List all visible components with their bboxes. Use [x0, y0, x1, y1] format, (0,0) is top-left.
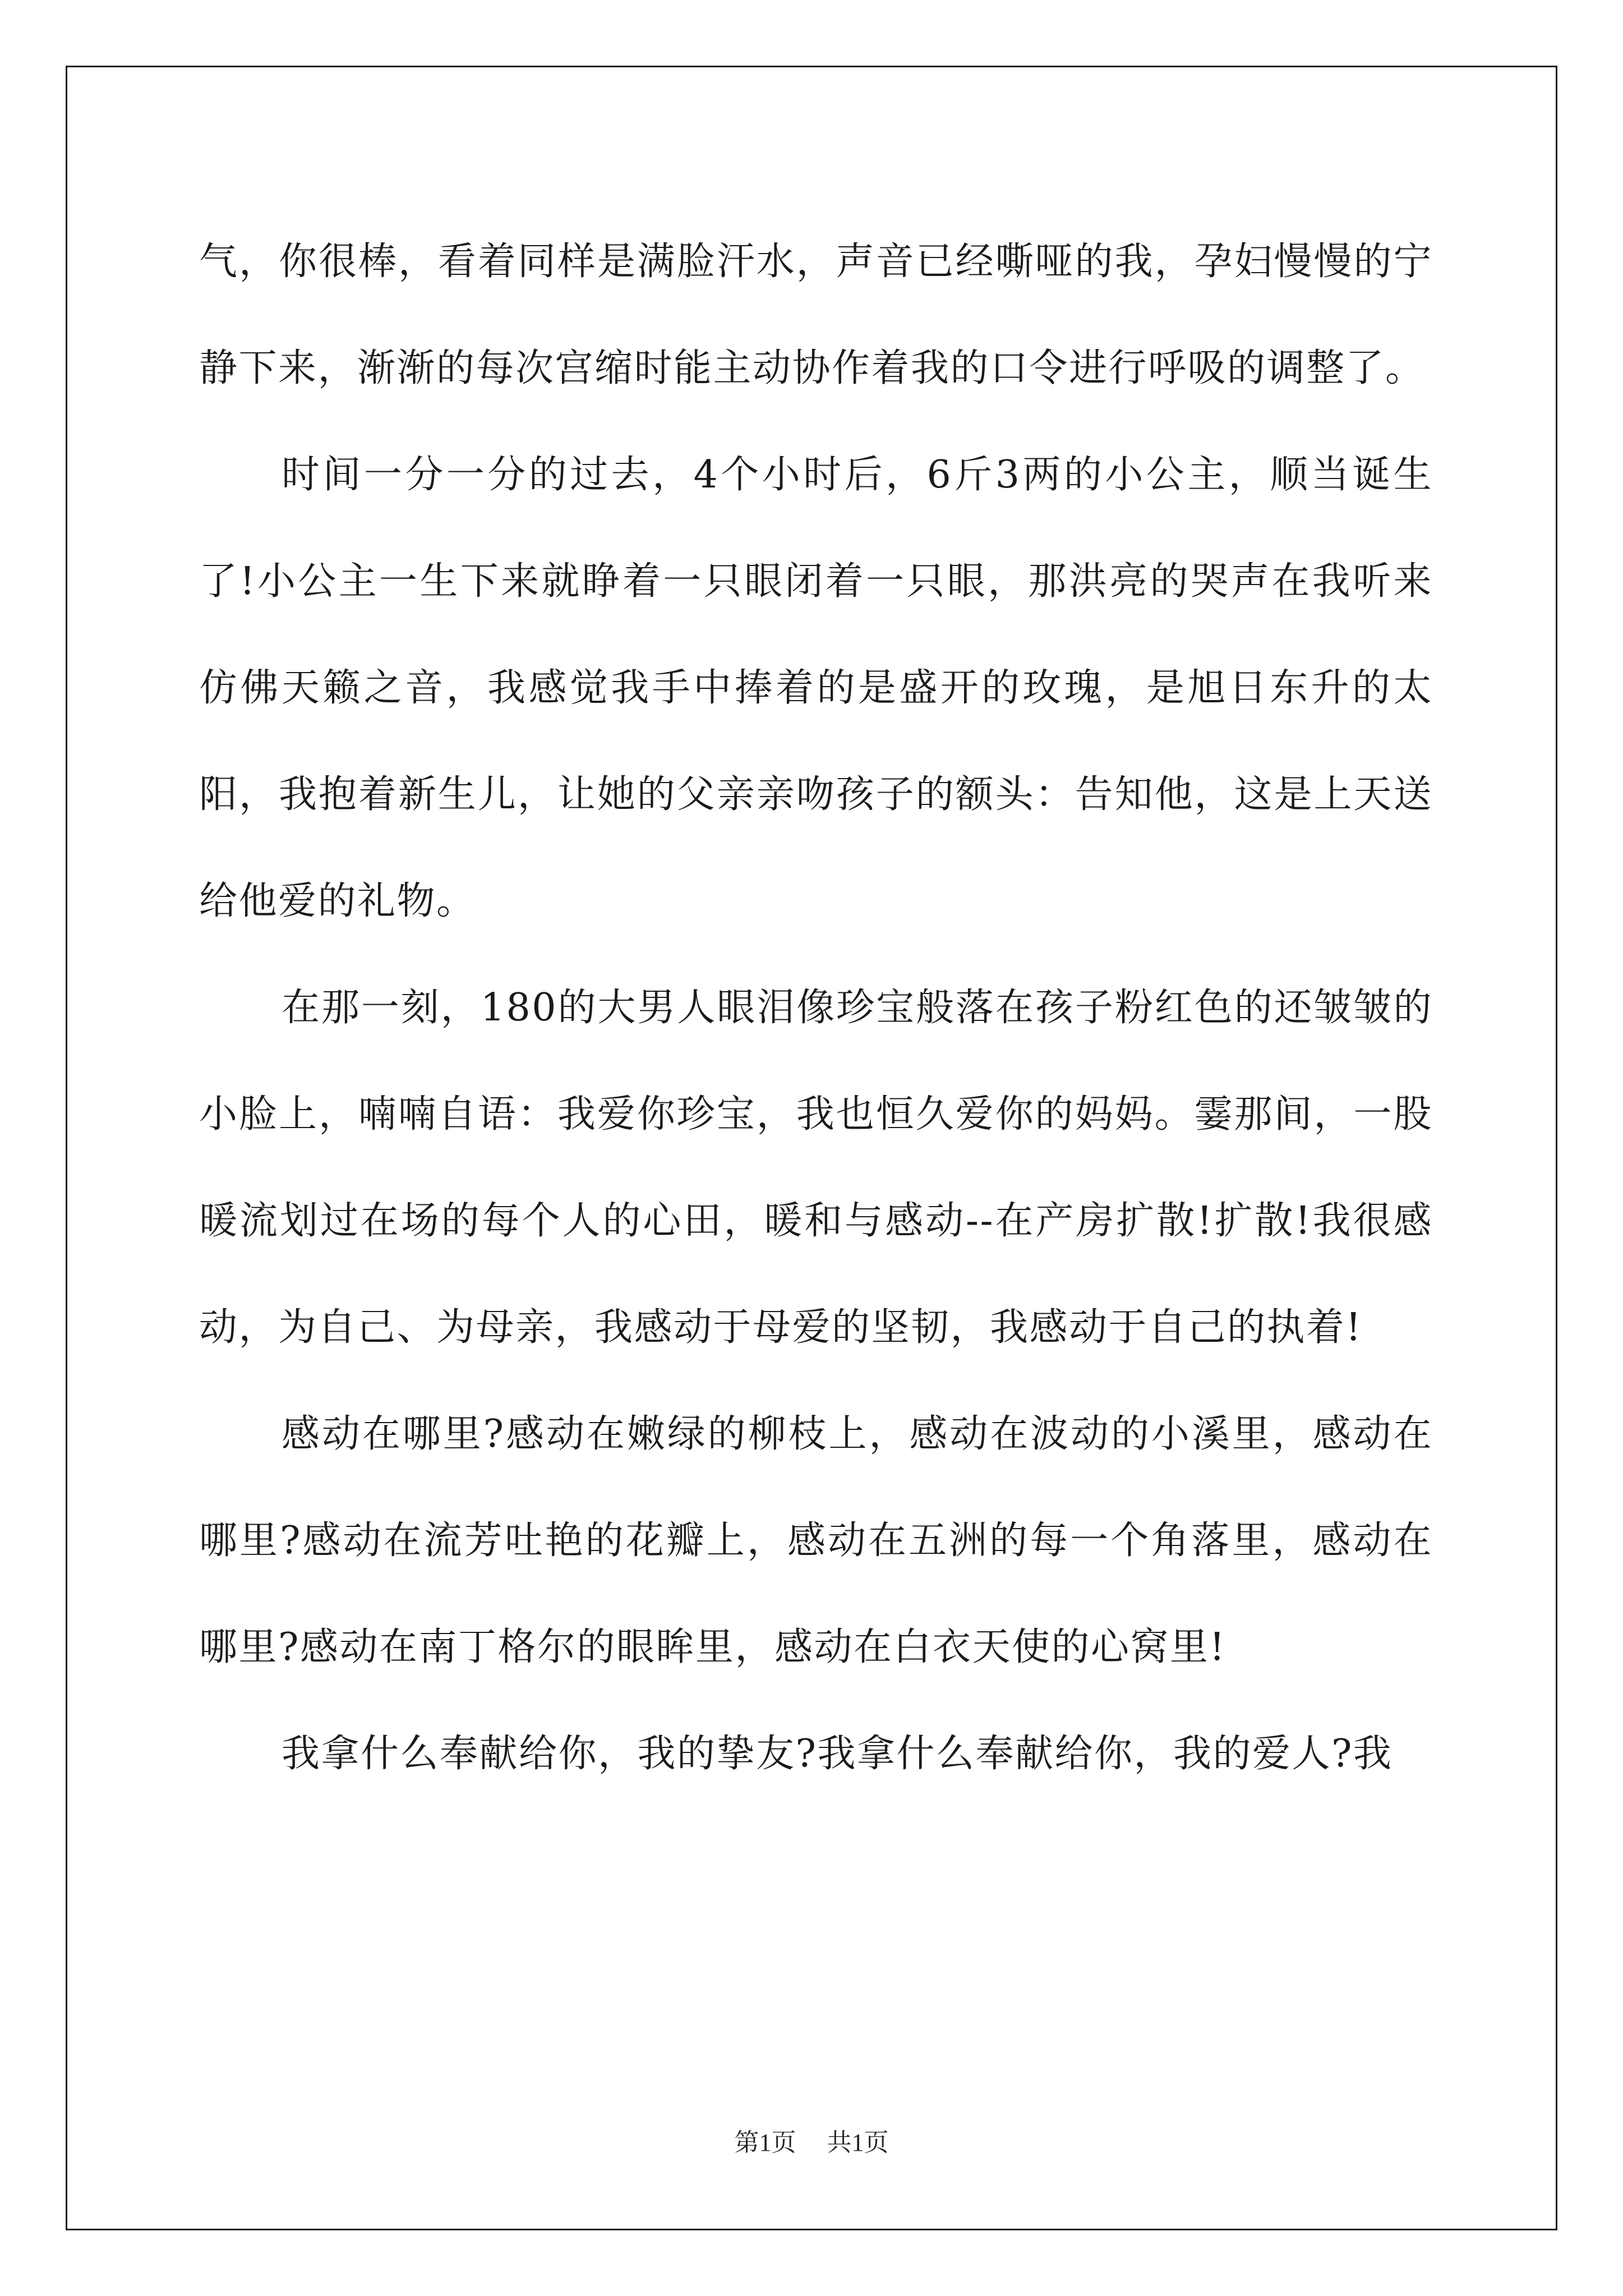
- paragraph-5: 我拿什么奉献给你，我的挚友?我拿什么奉献给你，我的爱人?我: [282, 1732, 1393, 1776]
- paragraph-4: 感动在哪里?感动在嫩绿的柳枝上，感动在波动的小溪里，感动在哪里?感动在流芳吐艳的花瓣上，感动在五洲的每一个角落里，感动在哪里?感动在南丁格尔的眼眸里，感动在白衣天使的心窝里!: [199, 1412, 1433, 1669]
- paragraph-1: 气，你很棒，看着同样是满脸汗水，声音已经嘶哑的我，孕妇慢慢的宁静下来，渐渐的每次宫缩时能主动协作着我的口令进行呼吸的调整了。: [199, 240, 1433, 390]
- page-number-current: 第1页: [734, 2129, 796, 2156]
- page-number-total: 共1页: [827, 2129, 889, 2156]
- page-footer: [0, 2126, 1623, 2160]
- paragraph-2: 时间一分一分的过去，4个小时后，6斤3两的小公主，顺当诞生了!小公主一生下来就睁着一只眼闭着一只眼，那洪亮的哭声在我听来仿佛天籁之音，我感觉我手中捧着的是盛开的玫瑰，是旭日东升的太阳，我抱着新生儿，让她的父亲亲吻孩子的额头：告知他，这是上天送给他爱的礼物。: [199, 453, 1433, 923]
- document-body: [199, 209, 1433, 1807]
- paragraph-3: 在那一刻，180的大男人眼泪像珍宝般落在孩子粉红色的还皱皱的小脸上，喃喃自语：我爱你珍宝，我也恒久爱你的妈妈。霎那间，一股暖流划过在场的每个人的心田，暖和与感动--在产房扩散!扩散!我很感动，为自己、为母亲，我感动于母爱的坚韧，我感动于自己的执着!: [199, 986, 1433, 1350]
